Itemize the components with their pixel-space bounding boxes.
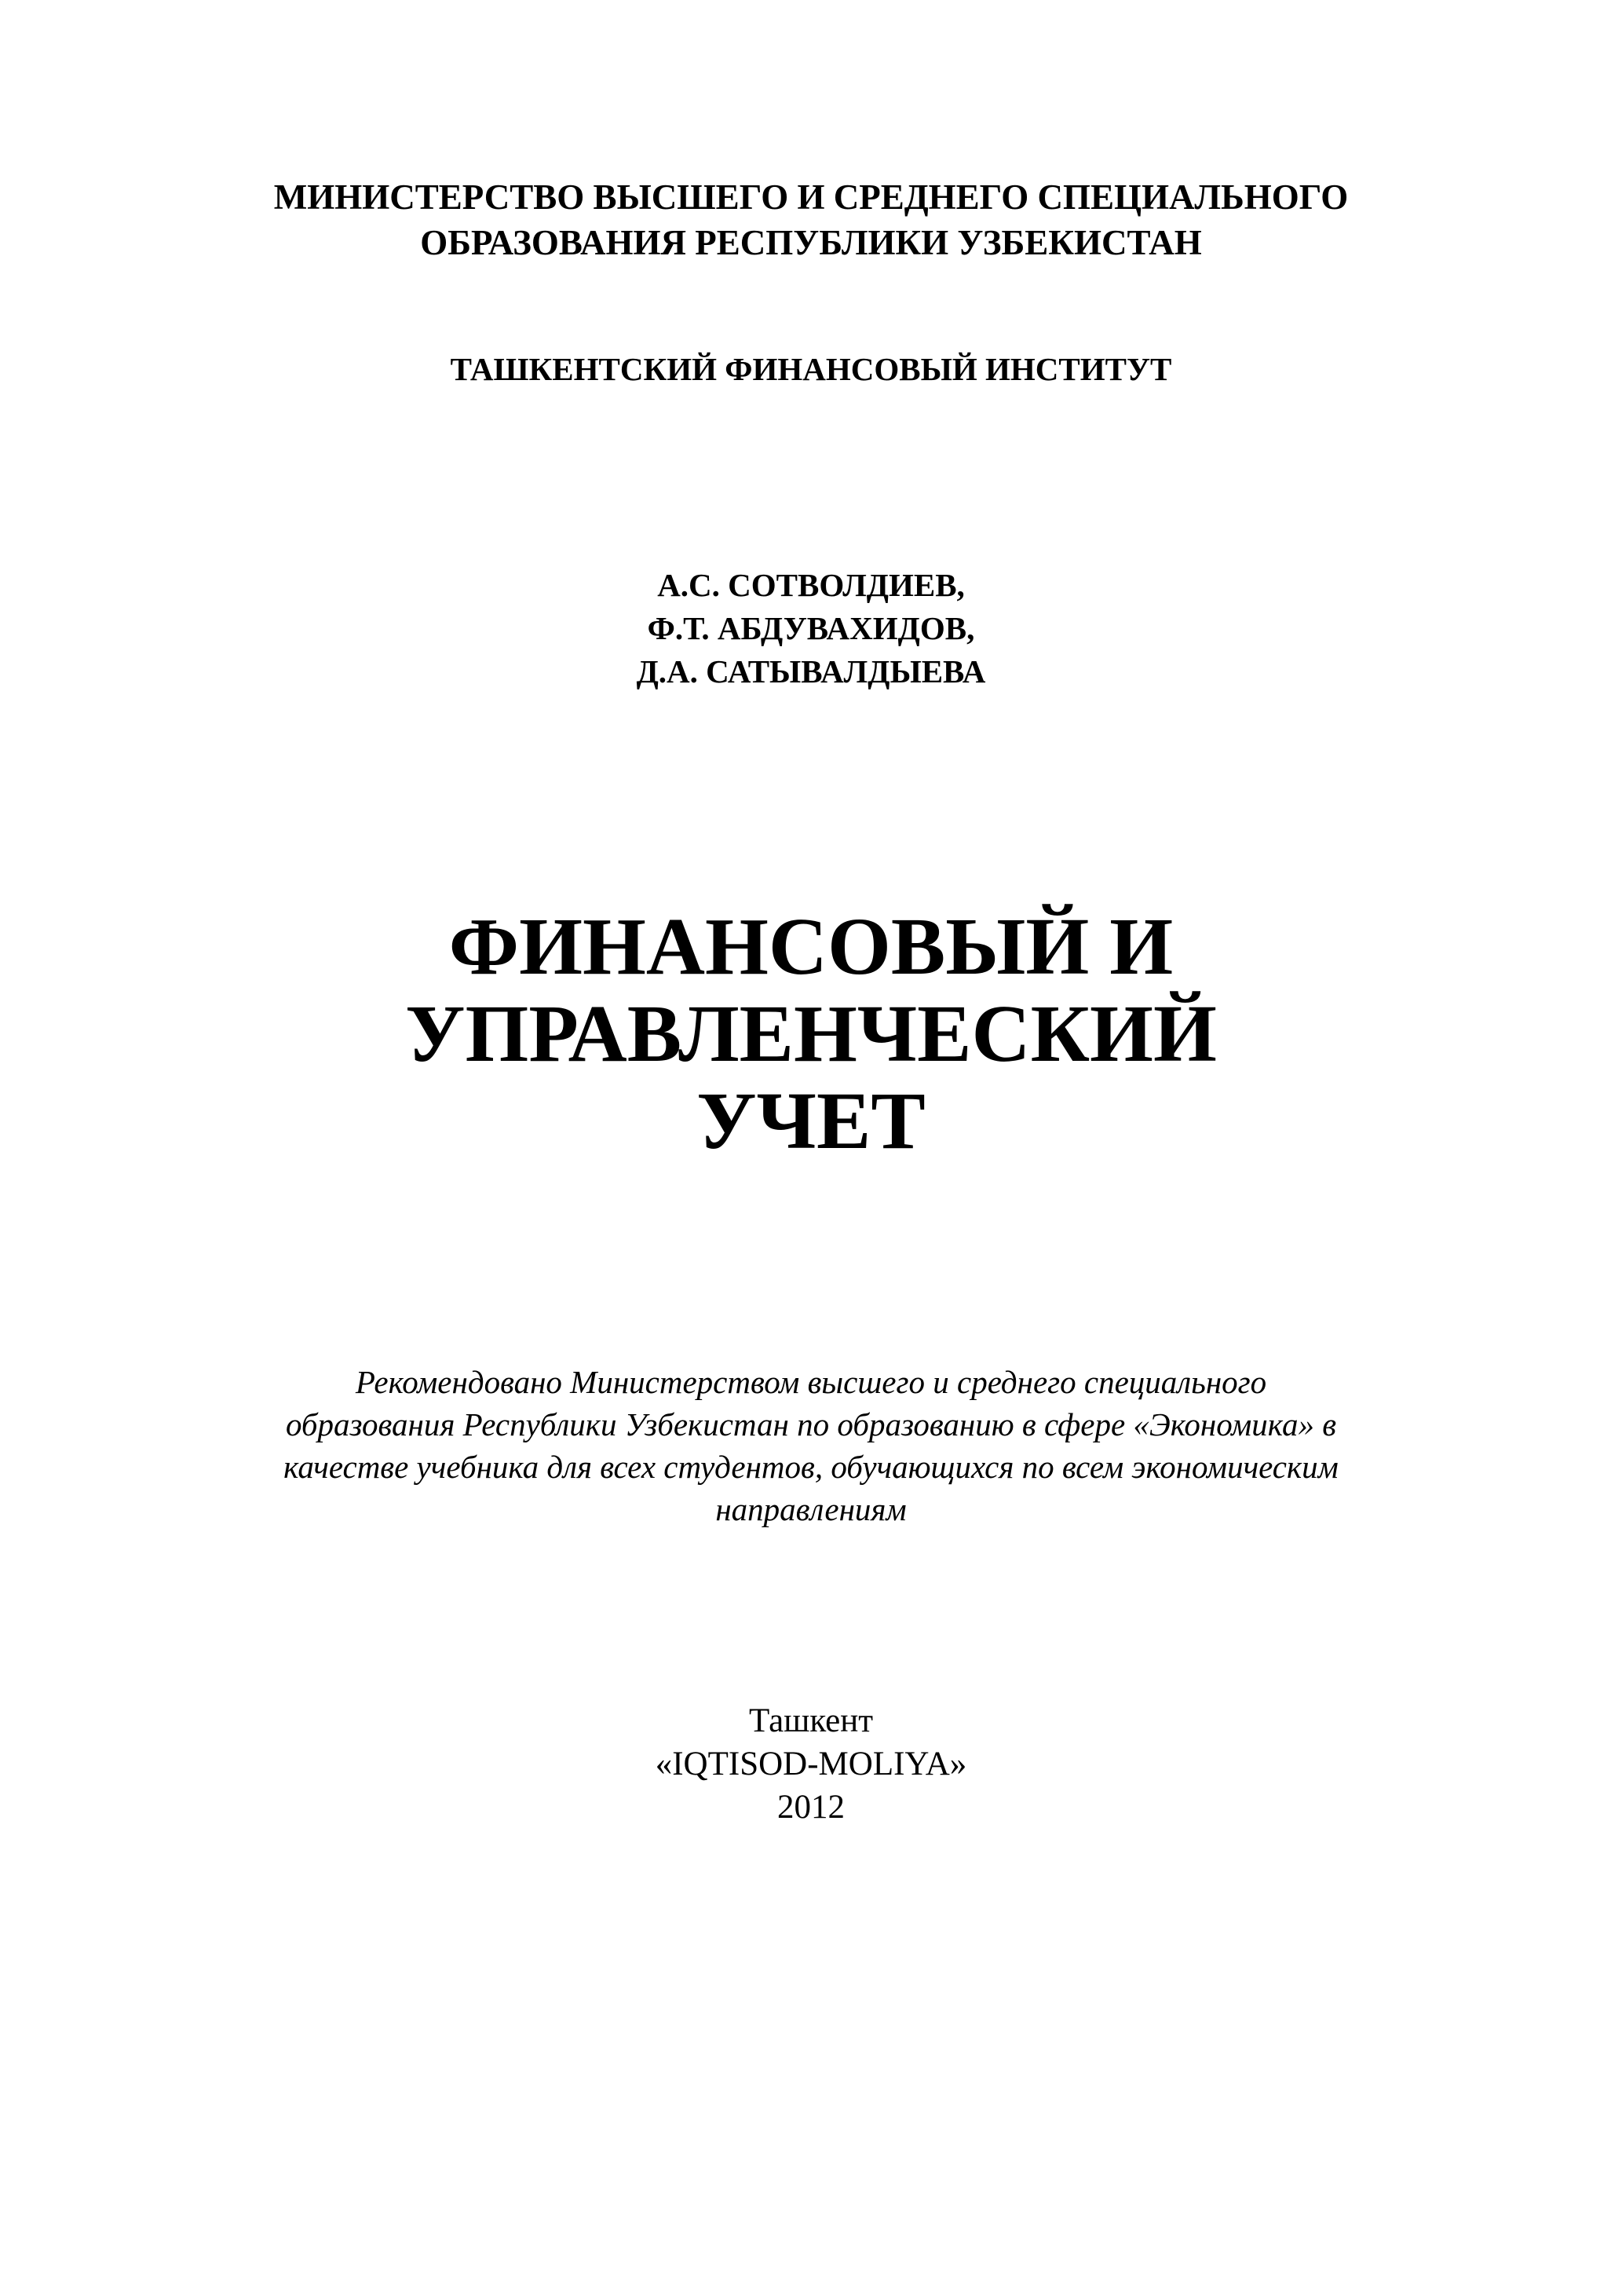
- recommendation-text: [0, 1361, 1622, 1530]
- imprint: [0, 1699, 1622, 1829]
- title-line-3: УЧЕТ: [696, 1076, 926, 1166]
- recommendation-line-2: образования Республики Узбекистан по образованию в сфере «Экономика» в: [285, 1406, 1337, 1442]
- ministry-heading: [0, 174, 1622, 265]
- author-3: Д.А. САТЫВАЛДЫЕВА: [636, 653, 986, 689]
- ministry-line-1: МИНИСТЕРСТВО ВЫСШЕГО И СРЕДНЕГО СПЕЦИАЛЬНОГО: [273, 177, 1349, 217]
- recommendation-line-4: направлениям: [715, 1491, 907, 1527]
- ministry-line-2: ОБРАЗОВАНИЯ РЕСПУБЛИКИ УЗБЕКИСТАН: [420, 223, 1202, 262]
- imprint-publisher: «IQTISOD-MOLIYA»: [655, 1746, 967, 1782]
- title-line-1: ФИНАНСОВЫЙ И: [448, 901, 1174, 992]
- institute-heading: [0, 348, 1622, 390]
- recommendation-line-3: качестве учебника для всех студентов, обучающихся по всем экономическим: [283, 1449, 1339, 1485]
- recommendation-line-1: Рекомендовано Министерством высшего и среднего специального: [355, 1364, 1267, 1400]
- institute-name: ТАШКЕНТСКИЙ ФИНАНСОВЫЙ ИНСТИТУТ: [450, 351, 1172, 387]
- book-title: [0, 903, 1622, 1164]
- title-line-2: УПРАВЛЕНЧЕСКИЙ: [405, 989, 1217, 1079]
- authors-list: [0, 564, 1622, 693]
- author-2: Ф.Т. АБДУВАХИДОВ,: [647, 610, 975, 646]
- author-1: А.С. СОТВОЛДИЕВ,: [657, 567, 965, 603]
- imprint-year: 2012: [777, 1789, 845, 1826]
- imprint-city: Ташкент: [748, 1702, 874, 1739]
